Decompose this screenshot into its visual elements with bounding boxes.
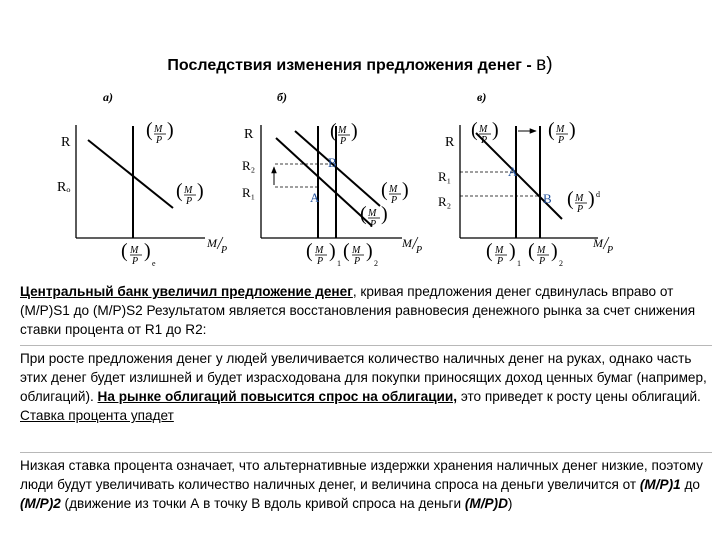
svg-text:P: P <box>497 256 504 267</box>
title-main: Последствия изменения предложения денег - <box>167 57 532 74</box>
panel-b-point-a: A <box>310 190 320 205</box>
p3-t4: ) <box>507 496 513 511</box>
svg-text:(: ( <box>146 119 153 141</box>
panel-a-demand-label <box>176 180 204 207</box>
svg-text:P: P <box>558 135 565 146</box>
panel-c-supply-label-1 <box>471 119 499 146</box>
svg-text:M: M <box>338 125 347 136</box>
svg-text:M: M <box>154 124 163 135</box>
p3-m2: (M/P)2 <box>20 496 61 511</box>
panel-a-y-axis-label: R <box>61 135 71 150</box>
panel-b-demand-label-1 <box>360 203 388 230</box>
panel-c-x-tick-1 <box>486 240 521 268</box>
panel-a-x-tick <box>121 240 156 268</box>
svg-text:2: 2 <box>374 259 378 268</box>
svg-text:): ) <box>509 240 516 262</box>
svg-text:e: e <box>152 259 156 268</box>
svg-text:M: M <box>575 193 584 204</box>
svg-text:): ) <box>492 119 499 141</box>
p3-t2: до <box>680 477 700 492</box>
svg-text:): ) <box>551 240 558 262</box>
svg-text:): ) <box>569 119 576 141</box>
svg-text:M: M <box>593 236 603 250</box>
panel-c-demand-curve <box>476 133 565 219</box>
p1-rest: , кривая предложения денег сдвинулась вправо от (M/P)S1 до (M/P)S2 Результатом является восстановления равновесия денежного рынка за счет снижения ставки процента от R1 до R2: <box>20 284 696 337</box>
svg-text:): ) <box>381 203 388 225</box>
panel-b-demand-label-2 <box>381 179 409 206</box>
svg-text:P: P <box>391 195 398 206</box>
panel-c-label: в) <box>477 90 487 104</box>
title-suffix: в) <box>536 54 553 75</box>
svg-text:(: ( <box>471 119 478 141</box>
p3-m1: (M/P)1 <box>639 477 681 492</box>
svg-text:): ) <box>329 240 336 262</box>
panel-a-tick-r0: Rₒ <box>57 180 71 195</box>
panel-a <box>57 90 227 268</box>
panel-b-x-tick-1 <box>306 240 341 268</box>
svg-text:P: P <box>607 245 614 256</box>
svg-text:P: P <box>132 256 139 267</box>
p1-lead: Центральный банк увеличил предложение денег <box>20 284 353 299</box>
panel-a-demand-curve <box>88 140 173 208</box>
svg-text:): ) <box>144 240 151 262</box>
svg-text:M: M <box>479 124 488 135</box>
svg-text:M: M <box>537 245 546 256</box>
svg-text:P: P <box>354 256 361 267</box>
paragraph-central-bank <box>20 282 712 339</box>
svg-text:M: M <box>495 245 504 256</box>
svg-text:(: ( <box>121 240 128 262</box>
svg-text:M: M <box>315 245 324 256</box>
panel-b-y-axis-label: R <box>244 127 254 142</box>
svg-text:P: P <box>186 196 193 207</box>
svg-text:(: ( <box>567 188 574 210</box>
panel-b-tick-r2: R₂ <box>242 158 256 173</box>
svg-text:M: M <box>207 236 217 250</box>
panel-c-point-b: B <box>543 191 552 206</box>
panel-a-label: а) <box>103 90 113 104</box>
panel-c-y-axis-label: R <box>445 135 455 150</box>
panel-c-supply-label-2 <box>548 119 576 146</box>
svg-text:M: M <box>556 124 565 135</box>
svg-text:2: 2 <box>559 259 563 268</box>
svg-text:(: ( <box>381 179 388 201</box>
p2-rate-falls: Ставка процента упадет <box>20 408 174 423</box>
panel-b-supply-label <box>330 120 358 147</box>
svg-text:1: 1 <box>337 259 341 268</box>
svg-text:(: ( <box>343 240 350 262</box>
svg-text:(: ( <box>548 119 555 141</box>
svg-text:M: M <box>130 245 139 256</box>
svg-text:P: P <box>481 135 488 146</box>
svg-text:): ) <box>588 188 595 210</box>
panel-c-point-a: A <box>508 164 518 179</box>
separator-2 <box>20 452 712 453</box>
panel-b-demand-curve-1 <box>276 138 372 226</box>
svg-text:P: P <box>539 256 546 267</box>
p3-t3: (движение из точки А в точку В вдоль кривой спроса на деньги <box>60 496 465 511</box>
panel-c-x-axis-label <box>592 236 613 256</box>
panel-b-tick-r1: R₁ <box>242 185 256 200</box>
svg-text:M: M <box>368 208 377 219</box>
money-market-diagrams <box>0 78 720 280</box>
panel-c-demand-label <box>567 188 600 215</box>
svg-text:M: M <box>184 185 193 196</box>
svg-text:P: P <box>577 204 584 215</box>
panel-c <box>438 90 613 268</box>
p2-bond-demand: На рынке облигаций повысится спрос на облигации, <box>97 389 458 404</box>
panel-c-tick-r1: R₁ <box>438 169 452 184</box>
panel-c-tick-r2: R₂ <box>438 194 452 209</box>
p3-m3: (M/P)D <box>464 496 508 511</box>
svg-text:(: ( <box>330 120 337 142</box>
svg-text:): ) <box>402 179 409 201</box>
svg-text:M: M <box>402 236 412 250</box>
panel-b-label: б) <box>277 90 287 104</box>
svg-text:(: ( <box>360 203 367 225</box>
svg-text:P: P <box>340 136 347 147</box>
svg-text:(: ( <box>306 240 313 262</box>
paragraph-low-rate <box>20 456 712 513</box>
svg-text:1: 1 <box>517 259 521 268</box>
svg-text:): ) <box>167 119 174 141</box>
svg-text:P: P <box>156 135 163 146</box>
panel-b <box>242 90 422 268</box>
p2-text: При росте предложения денег у людей увеличивается количество наличных денег на руках, однако часть этих денег будет излишней и будет израсходована для покупки приносящих доход ценных бумаг (например, облигаций). <box>20 351 707 404</box>
paragraph-bonds <box>20 349 712 425</box>
svg-text:): ) <box>197 180 204 202</box>
p2-mid: это приведет к росту цены облигаций. <box>457 389 701 404</box>
svg-text:M: M <box>352 245 361 256</box>
svg-text:M: M <box>389 184 398 195</box>
panel-a-x-axis-label <box>206 236 227 256</box>
svg-text:P: P <box>370 219 377 230</box>
svg-text:P: P <box>416 245 423 256</box>
page-title <box>0 54 720 76</box>
svg-text:(: ( <box>528 240 535 262</box>
separator-1 <box>20 345 712 346</box>
svg-text:): ) <box>351 120 358 142</box>
p3-t1: Низкая ставка процента означает, что альтернативные издержки хранения наличных денег низкие, поэтому люди будут увеличивать количество наличных денег, и величина спроса на деньги увеличится от <box>20 458 703 492</box>
svg-text:(: ( <box>486 240 493 262</box>
panel-b-x-axis-label <box>401 236 422 256</box>
svg-text:d: d <box>596 190 600 199</box>
panel-b-point-b: B <box>328 155 337 170</box>
panel-a-supply-label <box>146 119 174 146</box>
svg-text:P: P <box>221 245 228 256</box>
svg-text:P: P <box>317 256 324 267</box>
svg-text:(: ( <box>176 180 183 202</box>
panel-c-x-tick-2 <box>528 240 563 268</box>
panel-b-x-tick-2 <box>343 240 378 268</box>
svg-text:): ) <box>366 240 373 262</box>
